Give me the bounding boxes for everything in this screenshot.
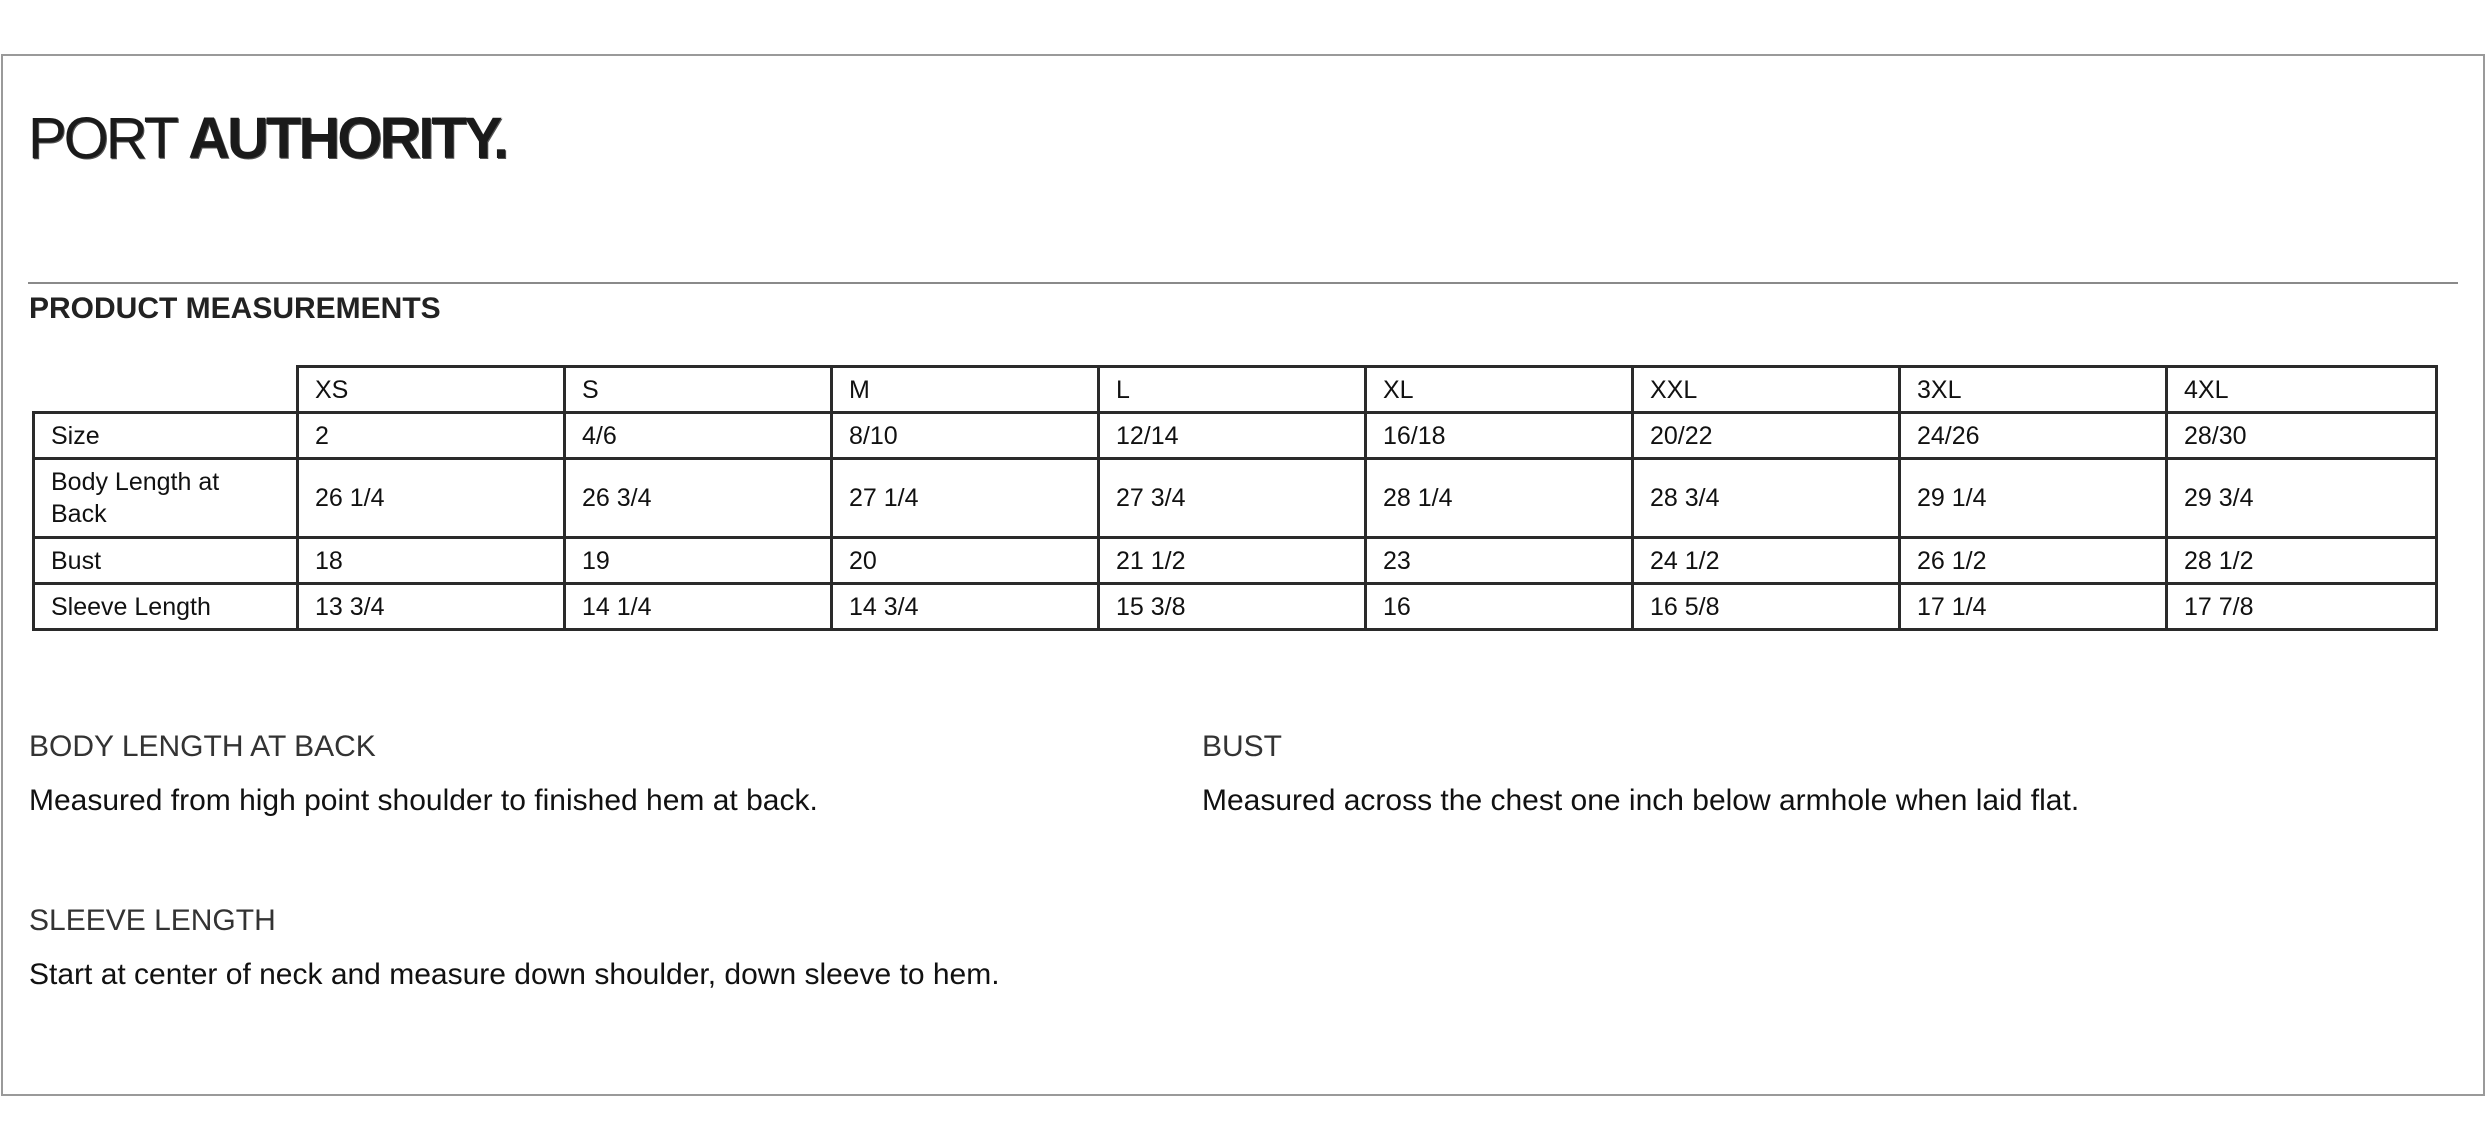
- table-cell: 26 3/4: [565, 459, 832, 538]
- table-cell: 28 1/4: [1366, 459, 1633, 538]
- table-cell: 24/26: [1900, 413, 2167, 459]
- table-cell: 14 3/4: [832, 584, 1099, 630]
- table-row: [34, 538, 2437, 584]
- table-row: [34, 459, 2437, 538]
- table-cell: 24 1/2: [1633, 538, 1900, 584]
- logo-word-port: PORT: [28, 106, 176, 171]
- bust-description: Measured across the chest one inch below armhole when laid flat.: [1202, 784, 2080, 817]
- body-length-description: Measured from high point shoulder to finished hem at back.: [29, 784, 818, 817]
- table-cell: 17 1/4: [1900, 584, 2167, 630]
- measurements-table: [32, 365, 2438, 631]
- table-row: [34, 413, 2437, 459]
- column-header: S: [565, 367, 832, 413]
- table-cell: 16/18: [1366, 413, 1633, 459]
- logo-word-authority: AUTHORITY.: [188, 106, 507, 171]
- column-header: XL: [1366, 367, 1633, 413]
- sleeve-length-title: SLEEVE LENGTH: [29, 904, 276, 937]
- section-title: PRODUCT MEASUREMENTS: [29, 292, 441, 325]
- row-label: Sleeve Length: [34, 584, 298, 630]
- table-cell: 17 7/8: [2167, 584, 2437, 630]
- column-header: 3XL: [1900, 367, 2167, 413]
- table-cell: 28 1/2: [2167, 538, 2437, 584]
- table-header-row: [34, 367, 2437, 413]
- table-cell: 27 3/4: [1099, 459, 1366, 538]
- bust-title: BUST: [1202, 730, 1283, 763]
- table-cell: 16: [1366, 584, 1633, 630]
- sleeve-length-description: Start at center of neck and measure down shoulder, down sleeve to hem.: [29, 958, 1000, 991]
- table-cell: 21 1/2: [1099, 538, 1366, 584]
- table-cell: 15 3/8: [1099, 584, 1366, 630]
- table-cell: 14 1/4: [565, 584, 832, 630]
- row-label: Bust: [34, 538, 298, 584]
- column-header: XXL: [1633, 367, 1900, 413]
- table-cell: 29 3/4: [2167, 459, 2437, 538]
- table-cell: 28/30: [2167, 413, 2437, 459]
- table-cell: 26 1/4: [298, 459, 565, 538]
- table-cell: 8/10: [832, 413, 1099, 459]
- header-divider: [28, 282, 2458, 284]
- table-cell: 27 1/4: [832, 459, 1099, 538]
- table-cell: 13 3/4: [298, 584, 565, 630]
- table-cell: 20: [832, 538, 1099, 584]
- port-authority-logo: [28, 106, 507, 171]
- column-header: M: [832, 367, 1099, 413]
- table-cell: 19: [565, 538, 832, 584]
- table-cell: 4/6: [565, 413, 832, 459]
- table-row: [34, 584, 2437, 630]
- column-header: L: [1099, 367, 1366, 413]
- column-header: 4XL: [2167, 367, 2437, 413]
- row-label: Size: [34, 413, 298, 459]
- table-cell: 26 1/2: [1900, 538, 2167, 584]
- table-cell: 28 3/4: [1633, 459, 1900, 538]
- table-cell: 12/14: [1099, 413, 1366, 459]
- header-corner: [34, 367, 298, 413]
- table-cell: 18: [298, 538, 565, 584]
- row-label: Body Length at Back: [34, 459, 298, 538]
- table-cell: 16 5/8: [1633, 584, 1900, 630]
- body-length-title: BODY LENGTH AT BACK: [29, 730, 376, 763]
- column-header: XS: [298, 367, 565, 413]
- table-cell: 2: [298, 413, 565, 459]
- table-cell: 29 1/4: [1900, 459, 2167, 538]
- table-cell: 20/22: [1633, 413, 1900, 459]
- table-cell: 23: [1366, 538, 1633, 584]
